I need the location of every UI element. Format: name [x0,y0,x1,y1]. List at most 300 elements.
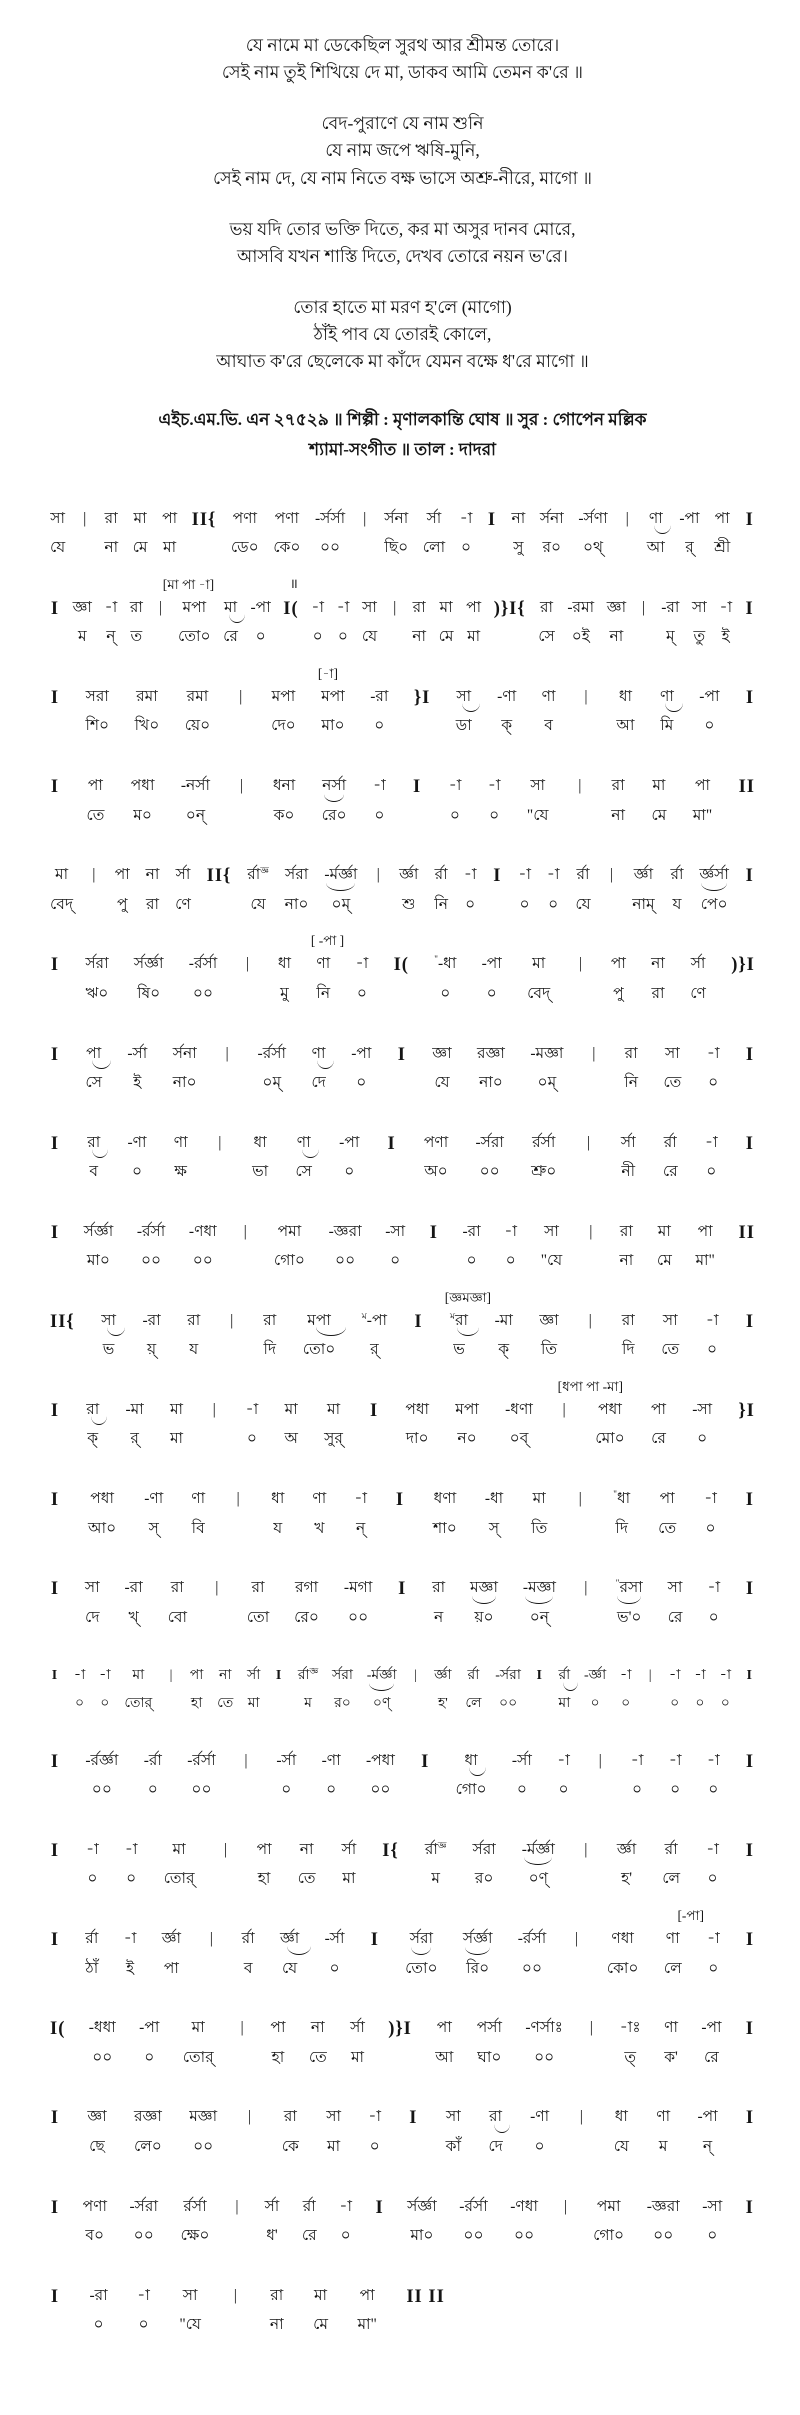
lyric-syllable: সু [513,539,524,557]
section-mark [274,1667,284,1715]
sargam-note: "ধা [613,1488,631,1508]
bar-line [584,1133,594,1183]
lyric-syllable: ই [133,1073,142,1091]
sargam-note: -পা [481,955,502,973]
sargam-note: | [578,777,582,795]
lyric-syllable: মে [438,628,454,646]
note-cell [525,2018,563,2067]
lyric-syllable: ০০ [192,984,214,1002]
lyric-syllable: মা [169,1430,184,1448]
bar-line [244,2107,254,2157]
lyric-syllable: ঋ০ [85,984,109,1002]
bar-line [215,1133,225,1183]
note-cell [538,598,555,647]
sargam-note: মপা [321,688,345,705]
lyric-syllable: ০০ [140,1252,162,1270]
note-cell [276,1751,296,1800]
lyric-syllable: ষি০ [137,984,161,1002]
sargam-note: I [536,1668,543,1684]
note-cell [575,865,590,914]
lyric-syllable: ধ' [266,2226,278,2244]
lyric-syllable: খ [314,1519,325,1537]
sargam-note: মা [313,2286,328,2304]
sargam-note: I [413,777,422,798]
lyric-syllable: ত্ [624,2048,636,2066]
lyric-syllable: ০ [344,1163,355,1180]
bar-line [576,2107,586,2157]
section-mark [408,2107,418,2160]
note-cell [85,1044,102,1093]
sargam-note: | [230,1311,234,1329]
lyric-line: সেই নাম দে, যে নাম নিতে বক্ষ ভাসে অশ্রু-নীরে, মাগো ॥ [213,167,592,188]
sargam-note: রা [270,2286,284,2304]
lyric-stanza [50,216,755,270]
lyric-syllable: র্ [370,1341,379,1359]
lyric-syllable: ব [243,1959,253,1977]
sargam-note: রা [624,1044,638,1062]
lyric-syllable: ০ [548,895,559,913]
section-mark [50,1044,60,1097]
sargam-note: | [235,2197,239,2215]
grace-note-mark: জ্ঞ [437,1839,447,1850]
sargam-note: জ্ঞা [72,598,92,616]
sargam-note: -ধধা [88,2019,116,2037]
sargam-note: র্রা$^{জ্ঞ}$ [247,865,269,884]
note-cell [257,1840,272,1889]
note-cell [462,1222,480,1271]
section-mark [50,2197,60,2250]
notation-line [50,2107,755,2160]
sargam-note: মা [133,509,147,527]
lyric-syllable: না০ [172,1073,197,1091]
lyric-syllable: দি [615,1519,628,1537]
octave-annotation: [-পা] [677,1908,705,1924]
sargam-note: পা [466,598,482,616]
note-cell [423,509,445,558]
note-cell [657,1222,672,1271]
note-cell [302,2197,317,2246]
lyric-syllable: শা০ [433,1519,457,1537]
section-mark [50,954,60,1007]
lyric-syllable: ০ [87,1870,98,1888]
lyric-syllable: ডা [455,717,472,735]
sargam-note: রজ্ঞা [134,2108,162,2126]
sargam-note: র্সর্জ্ঞা [133,955,164,973]
lyric-syllable: মা [247,1695,260,1711]
octave-annotation: [জ্ঞমজ্ঞা] [444,1289,492,1305]
sargam-note: -র্রর্সা [459,2197,488,2215]
note-cell [83,2197,107,2246]
sargam-note: পর্সা [476,2019,502,2037]
lyric-syllable: ক্ষ [174,1163,187,1180]
sargam-note: সরা [85,688,109,705]
lyric-syllable: ০ [465,895,476,913]
lyric-syllable: মা [350,2048,365,2066]
lyric-syllable: ০০ [193,2137,214,2155]
section-mark [429,1222,439,1275]
lyric-syllable: তো [246,1608,270,1626]
sargam-note: -র্রর্সা [517,1930,547,1948]
lyric-syllable: যে [282,1959,298,1977]
sargam-note: I [370,1401,379,1421]
note-cell [620,2018,641,2067]
sargam-note: | [584,688,588,705]
sargam-note: ণা [664,2019,678,2037]
lyric-syllable: ছে [89,2137,105,2155]
lyric-syllable: রে [651,1430,666,1448]
sargam-note: সা [84,1579,100,1597]
sargam-note: পমা [596,2197,621,2215]
lyric-syllable: মা [327,2137,341,2155]
lyric-syllable: ম [304,1695,312,1711]
note-cell [252,1133,268,1182]
lyric-syllable: মা [558,1695,571,1711]
sargam-note: ধণা [433,1490,457,1508]
note-cell [699,865,729,914]
section-mark [395,1489,405,1542]
sargam-note: পা [694,777,710,795]
bar-line [571,1929,581,1979]
sargam-note: | [92,866,96,884]
section-mark [745,1044,755,1097]
note-cell [439,598,454,647]
note-cell [362,598,377,647]
sargam-note: I [370,1930,379,1951]
lyric-syllable: নাম্ [632,895,655,913]
section-mark [50,1751,60,1804]
note-cell [530,2107,549,2156]
lyric-syllable: ০ন্ [529,1608,550,1626]
sargam-note: -মগা [343,1579,373,1597]
sargam-note: | [225,1044,229,1062]
note-cell [134,954,164,1003]
bar-line [222,1044,232,1094]
lyric-syllable: য [189,1341,199,1359]
section-mark [731,954,755,1007]
lyric-syllable: ০ [670,1781,681,1799]
sargam-note: র্জ্ঞর্সা [699,866,729,884]
sargam-note: -র্রর্সা [257,1044,286,1062]
grace-note-mark: " [613,1488,617,1499]
note-cell [607,1929,639,1978]
note-cell [495,1311,513,1360]
sargam-note: I [50,1044,60,1065]
sargam-note: মা [657,1222,671,1240]
lyric-syllable: যে [50,539,66,557]
note-cell [251,598,271,647]
bar-line [589,1044,599,1094]
sargam-note: পণা [82,2197,107,2215]
sargam-note: -া [705,1311,719,1329]
lyric-syllable: মা০ [321,717,345,735]
sargam-note: | [169,1668,173,1684]
sargam-note: পণা [423,1133,449,1151]
sargam-note: I [50,2108,60,2129]
note-cell [693,776,712,825]
lyric-syllable: ০ণ্ [372,1695,391,1711]
lyric-syllable: লে [663,1959,682,1977]
sargam-note: র্সা [426,509,442,527]
lyric-syllable: শু [402,895,416,913]
sargam-note: সা [445,2108,461,2126]
note-cell [482,954,502,1003]
sargam-note: -া [704,1133,718,1151]
sargam-note: -র্মর্জ্ঞা [521,1841,555,1858]
sargam-note: | [578,1490,582,1508]
lyric-syllable: ০ [356,984,367,1002]
sargam-note: -া [619,1668,632,1684]
sargam-note: পা [659,1490,675,1508]
sargam-note: র্রা [670,866,684,884]
lyric-syllable: বেদ্ [50,895,74,913]
lyric-syllable: লে০ [133,2137,162,2155]
sargam-note: রা [432,1579,446,1597]
note-cell [168,1578,187,1627]
bar-line [80,509,90,559]
lyric-syllable: য [672,895,682,913]
note-cell [459,2197,487,2246]
note-cell [185,687,211,736]
note-cell [242,1929,255,1978]
lyric-syllable: ০ [147,1781,158,1799]
sargam-note: $^ম$-পা [361,1310,387,1329]
note-cell [540,509,564,558]
sargam-note: পা [650,1401,666,1418]
lyric-syllable: ০ [337,628,348,646]
lyric-syllable: ভ [453,1341,465,1359]
lyric-syllable: অ [284,1430,298,1448]
sargam-note: র্রা [558,1668,571,1684]
lyric-syllable: মে [656,1252,672,1270]
lyric-syllable: ০ [329,1959,340,1977]
lyric-syllable: ০ [707,2226,718,2244]
note-cell [541,1222,563,1271]
note-cell [312,1489,326,1538]
note-cell [557,1751,570,1800]
sargam-note: -র্রর্সা [187,1751,216,1769]
sargam-note: $^ম$রা [450,1310,469,1329]
note-cell [86,1400,99,1449]
lyric-syllable: রে [704,2048,719,2066]
note-cell [614,2107,629,2156]
note-cell [370,687,388,736]
lyric-syllable: ০ [74,1695,85,1711]
lyric-syllable: হা [257,1870,271,1888]
sargam-note: I [745,2108,755,2129]
sargam-note: ণা [659,688,674,705]
note-cell [271,1489,284,1538]
note-cell [530,1044,563,1093]
note-cell [144,1489,163,1538]
lyric-syllable: না০ [479,1073,503,1091]
sargam-note: মা [532,955,546,973]
lyric-syllable: সে [538,628,555,646]
sargam-note: -া [719,598,733,616]
note-cell [505,1400,533,1449]
note-cell [616,1578,643,1627]
sargam-note: | [414,1668,417,1684]
note-cell [669,1667,681,1715]
grace-note-mark: জ্ঞ [260,865,269,876]
note-cell [578,509,607,558]
note-cell [607,598,626,647]
notation-line [50,1289,755,1364]
note-cell [651,776,666,825]
sargam-note: I [745,2019,754,2040]
section-mark [397,1044,407,1097]
note-cell [294,1578,319,1627]
lyric-syllable: ০০ [319,539,341,557]
sargam-note: I [50,688,60,708]
section-mark [50,1578,60,1631]
sargam-note: মা [132,1668,145,1684]
note-cell [651,1400,666,1449]
sargam-note: রা [283,2108,297,2126]
note-cell [285,865,309,914]
lyric-syllable: না [104,539,119,557]
lyric-syllable: গো০ [455,1781,487,1799]
sargam-note: I [745,1044,755,1065]
note-cell [174,1133,188,1182]
note-cell [273,776,295,825]
section-mark [50,2018,65,2071]
sargam-note: -া [668,1751,682,1769]
credits-section [50,405,755,465]
note-cell [460,509,473,558]
lyric-syllable: "যে [526,806,549,824]
section-mark [745,2018,755,2071]
section-mark [192,509,217,562]
notation-line [50,1044,755,1097]
sargam-note: I [50,2286,60,2307]
note-cell [332,1667,353,1715]
note-cell [512,1751,532,1800]
sargam-note: -া [719,1668,732,1684]
lyric-syllable: মা০ [410,2226,434,2244]
note-cell [354,1489,367,1538]
bar-line [209,1400,219,1450]
lyric-syllable: দে [311,1073,326,1091]
lyric-syllable: খি০ [134,717,160,735]
bar-line [373,865,383,915]
note-cell [351,1044,371,1093]
note-cell [85,1578,100,1627]
section-mark [50,2286,60,2339]
note-cell [694,1667,706,1715]
lyric-syllable: কে০ [273,539,301,557]
sargam-note: পণা [232,509,257,527]
section-mark [394,954,409,1007]
sargam-note: I [429,1222,438,1243]
lyric-syllable: নি [624,1073,638,1091]
section-mark [50,1489,60,1542]
lyric-syllable: ০ [705,1519,716,1537]
section-mark [50,1133,60,1186]
lyric-syllable: ব [544,717,553,735]
note-cell [298,1840,316,1889]
grace-note-mark: " [615,1578,620,1589]
lyric-syllable: রা [651,984,665,1002]
bar-line [221,1840,231,1890]
bar-line [576,954,586,1004]
notation-line [50,666,755,740]
sargam-note: I [50,1490,60,1511]
note-cell [567,598,594,647]
note-cell [284,1400,297,1449]
lyric-syllable: সুর্ [324,1430,343,1448]
note-cell [342,1840,357,1889]
note-cell [477,1044,505,1093]
note-cell [450,1311,468,1360]
note-cell [518,865,531,914]
lyric-syllable: মে [132,539,148,557]
note-cell [539,1311,558,1360]
bar-line [575,776,585,826]
sargam-note: মা [652,777,666,795]
sargam-note: I [745,1311,755,1332]
sargam-note: -া [339,2197,353,2215]
lyric-syllable: সে [295,1163,312,1180]
note-cell [115,865,130,914]
sargam-note: -জ্ঞরা [328,1222,362,1240]
section-mark [487,509,497,562]
note-cell [270,2018,285,2067]
bar-line [89,865,99,915]
lyric-line: আসবি যখন শাস্তি দিতে, দেখব তোরে নয়ন ভ'রে। [237,245,568,266]
lyric-syllable: ০০ [479,1163,500,1180]
sargam-note: পা [610,955,626,973]
note-cell [178,598,211,647]
note-cell [124,1929,137,1978]
lyric-syllable: ০ [534,2137,545,2155]
sargam-note: -রা [142,1311,161,1329]
lyric-syllable: স্ [488,1519,500,1537]
sargam-note: র্সা [264,2197,280,2215]
bar-line [230,2286,240,2336]
note-cell [231,509,259,558]
lyric-syllable: ০ [100,1695,110,1711]
note-cell [399,865,418,914]
sargam-note: মা [532,1490,546,1508]
note-cell [322,1751,341,1800]
lyric-syllable: তে [661,1341,680,1359]
sargam-note: | [158,598,163,616]
sargam-note: I [487,509,497,530]
lyric-syllable: ০ [505,1252,516,1270]
sargam-note: রা [611,777,625,795]
sargam-note: র্জ্ঞা [279,1930,300,1948]
sargam-note: II II [406,2286,445,2307]
bar-line [586,1222,596,1272]
sargam-note: র্জ্ঞা [161,1930,182,1948]
note-cell [523,1578,556,1627]
lyric-syllable: শ্রী [714,539,731,557]
note-cell [616,687,634,736]
note-cell [701,2018,721,2067]
lyric-syllable: র০ [334,1695,351,1711]
sargam-note: -া [137,2286,150,2304]
note-cell [247,865,269,914]
sargam-note: মপা [271,688,296,705]
sargam-note: ণা [296,1133,311,1151]
sargam-note: নর্সা [322,777,347,795]
section-mark [50,1840,60,1893]
lyric-syllable: ম০ [133,806,152,824]
sargam-note: I [493,866,502,887]
bar-line [645,1667,655,1715]
sargam-note: I [50,598,60,619]
note-cell [584,1667,606,1715]
